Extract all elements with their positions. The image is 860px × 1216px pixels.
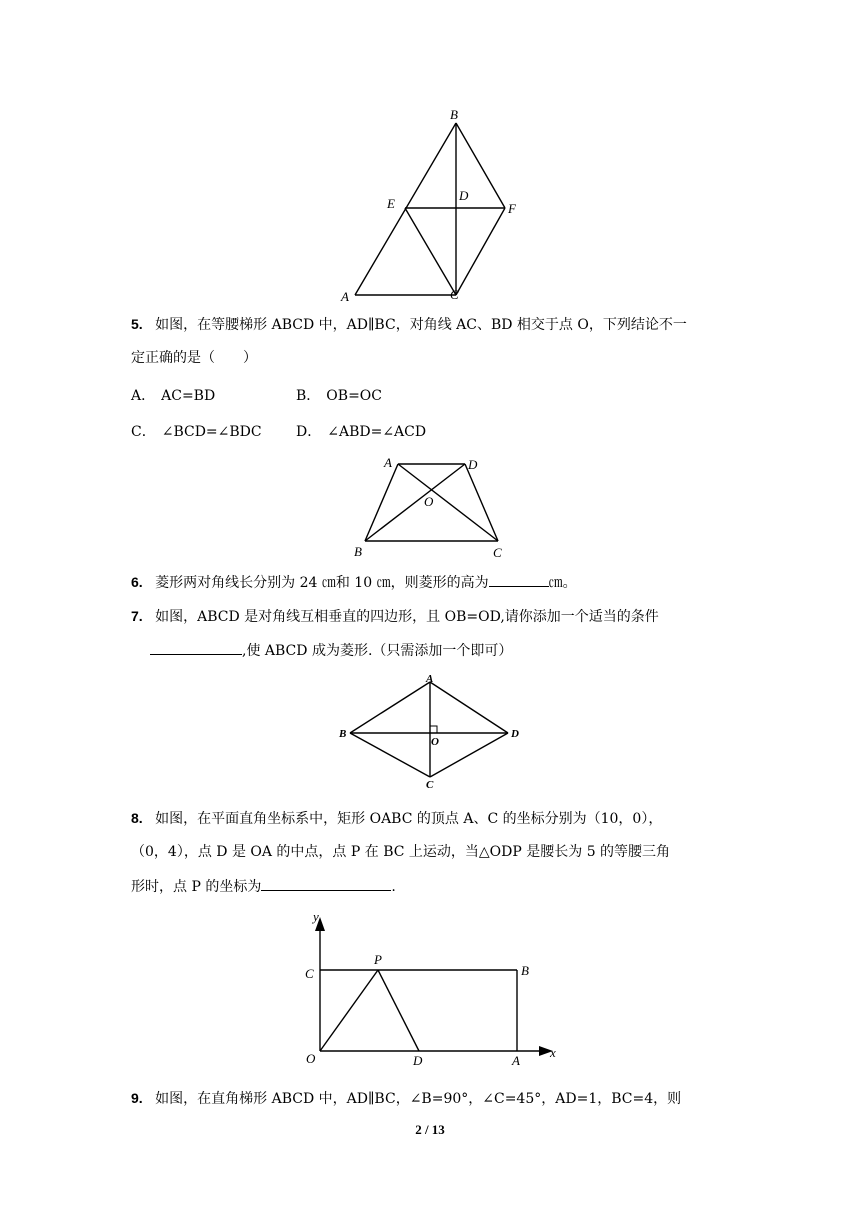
q5-option-c (131, 422, 262, 442)
q5-option-d-text: ∠ABD=∠ACD (327, 424, 427, 440)
q8-text-3-end: . (391, 879, 396, 895)
label-a: A (426, 673, 434, 685)
figure-trapezoid-abcd (340, 452, 520, 562)
q8-answer-blank[interactable] (261, 876, 391, 891)
q5-number: 5. (131, 316, 143, 332)
segment-pd (378, 970, 419, 1051)
page-number: 2 / 13 (415, 1122, 445, 1137)
label-c: C (450, 287, 459, 302)
q7-answer-blank[interactable] (150, 640, 242, 655)
q5-option-a (131, 386, 215, 406)
q7-line1 (131, 606, 659, 627)
q8-line3 (131, 876, 396, 897)
q7-text-2: ,使 ABCD 成为菱形.（只需添加一个即可） (242, 643, 513, 659)
segment-ad (430, 682, 508, 733)
q9-line1 (131, 1088, 681, 1109)
q9-number: 9. (131, 1090, 143, 1106)
label-a: A (512, 1053, 520, 1068)
segment-ac (398, 464, 498, 541)
label-o: O (431, 736, 439, 748)
q6-text-after: ㎝。 (548, 575, 577, 591)
q5-option-b-text: OB=OC (326, 388, 382, 404)
label-p: P (374, 952, 382, 967)
segment-ab (365, 464, 398, 541)
q5-option-b (296, 386, 382, 406)
label-a: A (384, 455, 392, 470)
figure-rhombus-abcd (330, 670, 530, 795)
q6-answer-blank[interactable] (489, 572, 549, 587)
label-e: E (387, 196, 395, 211)
label-o: O (306, 1051, 316, 1066)
figure-triangle-abcef (335, 105, 535, 305)
q5-line2: 定正确的是（ ） (131, 350, 257, 366)
label-c: C (493, 545, 502, 560)
segment-ec (405, 208, 456, 295)
q7-number: 7. (131, 608, 143, 624)
label-d: D (413, 1053, 423, 1068)
q5-option-b-key: B． (296, 388, 321, 404)
label-b: B (339, 728, 347, 740)
segment-bc (350, 733, 430, 777)
figure-coordinate-rectangle (295, 905, 575, 1070)
q5-option-d (296, 422, 426, 442)
q7-text-1: 如图，ABCD 是对角线互相垂直的四边形，且 OB=OD,请你添加一个适当的条件 (155, 609, 659, 625)
q5-text-1: 如图，在等腰梯形 ABCD 中，AD∥BC，对角线 AC、BD 相交于点 O，下列结论不一 (155, 317, 687, 333)
label-f: F (508, 201, 516, 216)
q9-text-1: 如图，在直角梯形 ABCD 中，AD∥BC，∠B=90°，∠C=45°，AD=1，BC=4，则 (155, 1091, 682, 1107)
label-y: y (313, 909, 319, 924)
q7-line2 (150, 640, 512, 661)
label-b: B (450, 107, 458, 122)
q5-option-d-key: D． (296, 424, 322, 440)
q8-text-3: 形时，点 P 的坐标为 (131, 879, 262, 895)
label-c: C (305, 966, 314, 981)
segment-dc (465, 464, 498, 541)
q6-number: 6. (131, 574, 143, 590)
q6-text-before: 菱形两对角线长分别为 24 ㎝和 10 ㎝，则菱形的高为 (155, 575, 489, 591)
segment-ab (350, 682, 430, 733)
label-b: B (354, 544, 362, 559)
label-c: C (426, 779, 434, 791)
label-d: D (468, 457, 478, 472)
label-a: A (341, 289, 349, 304)
q5-option-a-text: AC=BD (161, 388, 216, 404)
q5-line1 (131, 314, 687, 335)
right-angle-mark (430, 726, 437, 733)
label-d: D (511, 728, 519, 740)
label-d: D (459, 188, 469, 203)
segment-dc (430, 733, 508, 777)
q8-text-1: 如图，在平面直角坐标系中，矩形 OABC 的顶点 A、C 的坐标分别为（10，0）， (155, 811, 663, 827)
label-o: O (424, 494, 434, 509)
q5-option-a-key: A． (131, 388, 156, 404)
label-x: x (550, 1045, 556, 1060)
label-b: B (521, 963, 529, 978)
q5-option-c-key: C． (131, 424, 156, 440)
segment-op (320, 970, 378, 1051)
segment-fc (456, 208, 505, 295)
segment-bd (365, 464, 465, 541)
q8-line1 (131, 808, 662, 829)
q5-option-c-text: ∠BCD=∠BDC (161, 424, 262, 440)
q6-line (131, 572, 577, 593)
q8-number: 8. (131, 810, 143, 826)
q8-line2: （0，4），点 D 是 OA 的中点，点 P 在 BC 上运动，当△ODP 是腰长为 5 的等腰三角 (131, 844, 671, 860)
